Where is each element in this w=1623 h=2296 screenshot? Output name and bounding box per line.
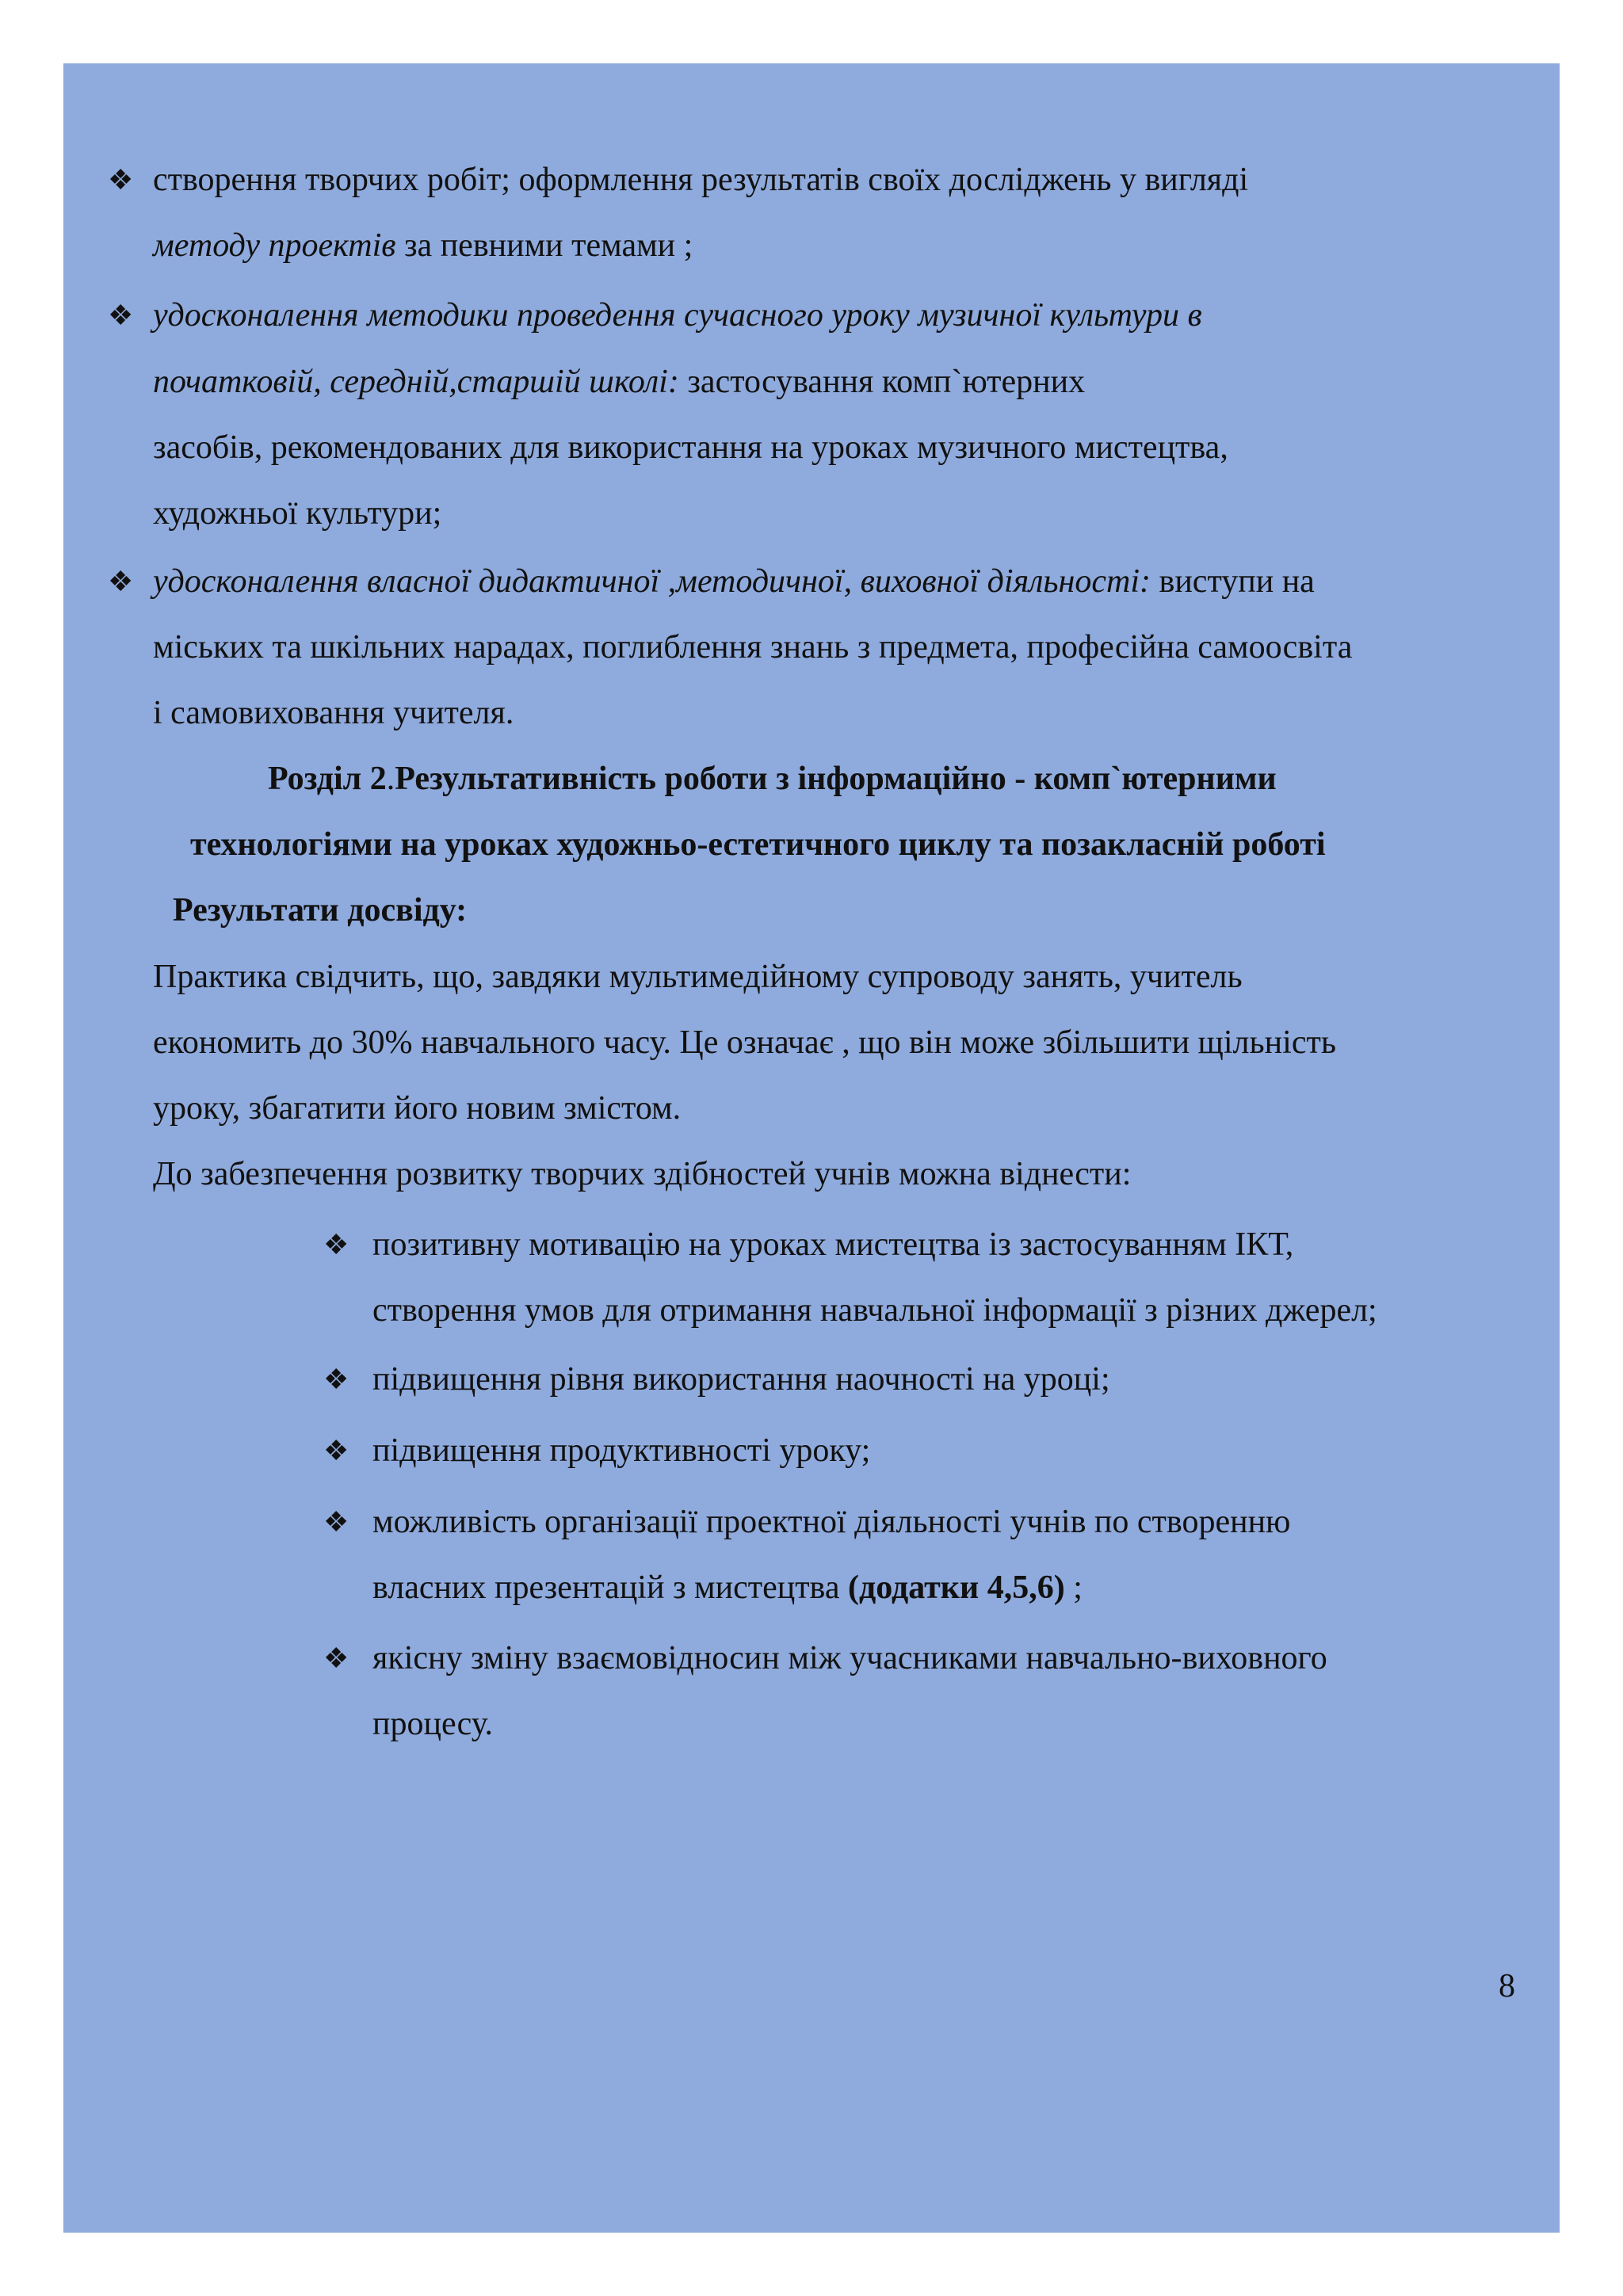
list-item-line: удосконалення методики проведення сучасного уроку музичної культури в [153, 297, 1202, 334]
italic-text: методу проектів [153, 227, 396, 264]
bullet-marker: ❖ [108, 164, 134, 196]
list-item-line: процесу. [372, 1706, 494, 1742]
paragraph-line: уроку, збагатити його новим змістом. [153, 1090, 682, 1127]
bullet-marker: ❖ [323, 1506, 349, 1538]
list-item-line [153, 562, 1315, 601]
list-item-line [372, 1568, 1083, 1608]
text-run: власних презентацій з мистецтва [372, 1569, 848, 1606]
bullet-marker: ❖ [108, 299, 134, 331]
bullet-marker: ❖ [323, 1435, 349, 1466]
list-item-line: і самовиховання учителя. [153, 695, 514, 731]
list-item-line: позитивну мотивацію на уроках мистецтва із застосуванням ІКТ, [372, 1226, 1294, 1263]
list-item-line: якісну зміну взаємовідносин між учасниками навчально-виховного [372, 1640, 1327, 1676]
list-item-line: створення умов для отримання навчальної інформації з різних джерел; [372, 1292, 1377, 1329]
text-run: ; [1064, 1569, 1083, 1606]
paragraph-line: До забезпечення розвитку творчих здібностей учнів можна віднести: [153, 1156, 1132, 1192]
section-heading [268, 759, 1277, 799]
heading-text: Результативність роботи з інформаційно - комп`ютерними [395, 761, 1277, 797]
text-run: застосування комп`ютерних [678, 364, 1086, 400]
text-run: за певними темами ; [395, 227, 693, 264]
page-number: 8 [1499, 1968, 1515, 2004]
italic-text: удосконалення власної дидактичної ,методичної, виховної діяльності: [153, 563, 1151, 600]
section-heading-line2: технологіями на уроках художньо-естетичного циклу та позакласній роботі [190, 826, 1326, 863]
list-item-line: підвищення продуктивності уроку; [372, 1432, 871, 1469]
italic-text: початковій, середній,старшій школі: [153, 364, 679, 400]
text-run: виступи на [1151, 563, 1315, 600]
list-item-line: засобів, рекомендованих для використання на уроках музичного мистецтва, [153, 429, 1228, 466]
list-item-line: підвищення рівня використання наочності на уроці; [372, 1361, 1110, 1398]
list-item-line [153, 226, 693, 265]
bullet-marker: ❖ [323, 1642, 349, 1674]
list-item-line [153, 362, 1085, 402]
heading-number: Розділ 2 [268, 761, 387, 797]
bullet-marker: ❖ [323, 1229, 349, 1261]
subheading: Результати досвіду: [173, 892, 468, 929]
heading-dot: . [386, 761, 395, 797]
paragraph-line: економить до 30% навчального часу. Це означає , що він може збільшити щільність [153, 1024, 1336, 1061]
bullet-marker: ❖ [323, 1363, 349, 1395]
list-item-line: художньої культури; [153, 495, 442, 532]
appendix-reference: (додатки 4,5,6) [847, 1569, 1065, 1606]
bullet-marker: ❖ [108, 566, 134, 597]
paragraph-line: Практика свідчить, що, завдяки мультимедійному супроводу занять, учитель [153, 959, 1243, 995]
list-item-line: можливість організації проектної діяльності учнів по створенню [372, 1504, 1291, 1540]
list-item-line: створення творчих робіт; оформлення результатів своїх досліджень у вигляді [153, 162, 1249, 198]
list-item-line: міських та шкільних нарадах, поглиблення знань з предмета, професійна самоосвіта [153, 629, 1353, 666]
